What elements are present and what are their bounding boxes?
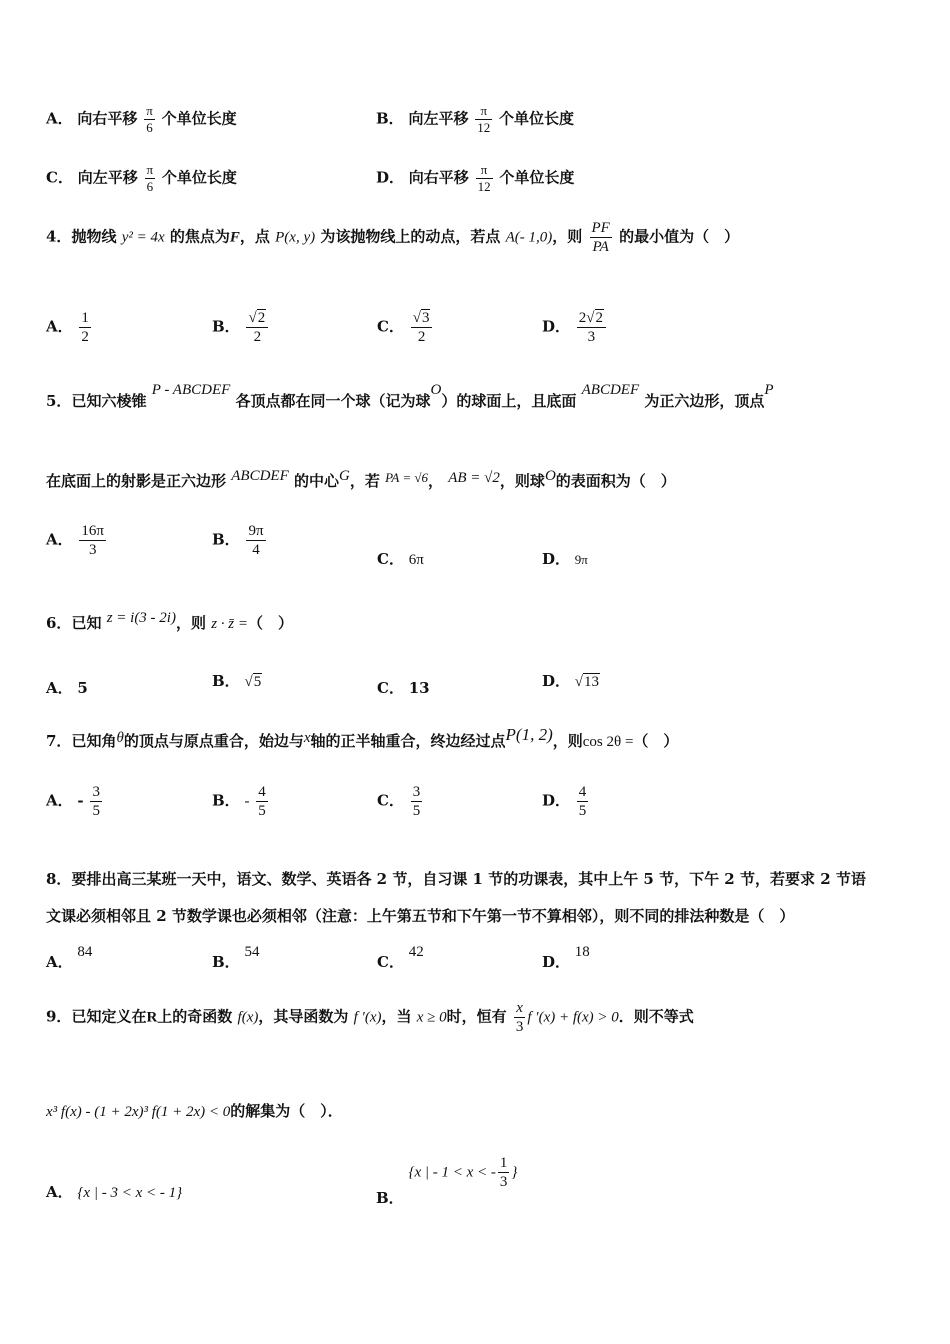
option-text: 个单位长度 [161,168,237,187]
question-text: 上的奇函数 [157,1007,233,1026]
question-text: ，若 [349,472,380,490]
option-label: A． [46,109,73,128]
option-value: 5 [77,679,88,697]
question-number: 4． [46,227,72,246]
option-value: 84 [77,944,93,960]
question-text: 时，恒有 [446,1007,507,1026]
math-point-p: P(x, y) [275,229,316,246]
math-fraction-x-3: $\frac{x}{3}$ [515,1000,524,1035]
math-sphere-o: O [430,382,442,398]
option-text: 个单位长度 [499,109,575,128]
option-value: 18 [574,944,590,960]
question-7 [46,725,679,751]
option-label: D． [542,550,571,568]
q5-option-c [377,548,424,569]
option-label: D． [542,953,571,971]
q3-option-b [376,104,574,135]
option-value: 42 [408,944,424,960]
q7-option-c [377,784,424,819]
math-z: z = i(3 - 2i) [106,610,176,626]
question-text: 抛物线 [71,227,117,246]
math-fpx: f ′(x) [353,1009,382,1026]
q4-option-b [212,310,270,345]
option-label: B． [212,672,240,690]
question-number: 5． [46,392,72,410]
option-fraction: $\frac{16\pi}{3}$ [81,523,104,558]
math-z-conj: z · z̄ = [211,616,249,632]
q9-option-a [46,1181,182,1202]
math-cos: cos 2θ = [582,734,634,750]
math-x: x [303,730,311,746]
option-fraction: $\frac{9\pi}{4}$ [248,523,264,558]
option-value: 54 [244,944,260,960]
question-4 [46,220,739,255]
option-label: A． [46,953,73,971]
question-text: 的表面积为（ ） [555,472,676,490]
option-label: D． [376,168,405,187]
option-label: D． [542,317,571,336]
math-base: ABCDEF [581,382,640,398]
option-text: 向左平移 [77,168,138,187]
question-text: 的焦点为 [169,227,230,246]
math-condition: x ≥ 0 [416,1009,447,1026]
question-text: ，则 [552,227,583,246]
math-vertex-p: P [764,382,774,398]
question-text: 各顶点都在同一个球（记为球 [235,392,431,410]
question-text: 为该抛物线上的动点，若点 [320,227,501,246]
question-text: 已知角 [71,732,117,750]
option-label: B． [376,109,404,128]
q6-option-b [212,670,262,691]
option-text: 个单位长度 [499,168,575,187]
option-label: C． [377,550,404,568]
question-text: 已知定义在 [71,1007,147,1026]
question-text: 轴的正半轴重合，终边经过点 [310,732,506,750]
option-label: C． [377,953,404,971]
q4-option-a [46,310,93,345]
question-5-line-2 [46,470,676,491]
option-label: A． [46,791,73,810]
math-theta: θ [116,730,124,746]
q4-option-d [542,310,608,345]
question-8-line-1 [46,868,866,889]
option-value: √13 [574,674,600,690]
question-text: 已知六棱锥 [71,392,147,410]
math-parabola: y² = 4x [121,229,165,246]
question-text: 已知 [71,614,102,632]
option-fraction: $\frac{3}{5}$ [92,784,100,819]
q6-option-c [377,677,430,698]
question-text: ．则不等式 [618,1007,694,1026]
math-center-g: G [339,468,350,484]
math-sphere-o: O [544,468,556,484]
option-fraction: $\frac{1}{3}$ [499,1155,508,1190]
option-fraction: $\frac{\pi}{12}$ [477,162,491,194]
q5-option-b [212,523,268,558]
q3-option-c [46,163,237,194]
math-r: R [146,1009,158,1026]
option-value: 9π [574,552,588,567]
q3-option-d [376,163,574,194]
question-number: 7． [46,732,72,750]
option-value: √5 [244,674,262,690]
option-label: C． [377,679,404,697]
option-label: A． [46,679,73,697]
q6-option-a [46,677,88,698]
q6-option-d [542,670,600,691]
question-text: 的解集为（ ）． [230,1102,343,1120]
option-label: B． [212,953,240,971]
option-label: D． [542,672,571,690]
option-value: 13 [408,679,430,697]
question-text: 文课必须相邻且 2 节数学课也必须相邻（注意：上午第五节和下午第一节不算相邻），则不同的排法种数是（ ） [46,907,795,925]
option-label: A． [46,1183,73,1201]
option-label: C． [377,791,404,810]
math-ab: AB = √2 [448,470,500,486]
question-text: （ ） [633,732,679,750]
option-text: 向左平移 [408,109,469,128]
option-fraction: $\frac{3}{5}$ [412,784,421,819]
q8-option-a [46,940,93,971]
q4-option-c [377,310,434,345]
option-label: D． [542,791,571,810]
option-value: {x | - 3 < x < - 1} [77,1185,183,1201]
math-point-a: A(- 1,0) [505,229,553,246]
option-label: C． [377,317,404,336]
math-fraction-pf-pa: $\frac{PF}{PA}$ [591,220,610,255]
question-number: 6． [46,614,72,632]
question-text: ，则球 [499,472,545,490]
math-base: ABCDEF [231,468,289,484]
q3-option-a [46,104,237,135]
question-text: ，则 [175,614,206,632]
math-fx: f(x) [237,1009,259,1026]
question-text: 的最小值为（ ） [619,227,740,246]
q5-option-a [46,523,108,558]
question-text: 在底面上的射影是正六边形 [46,472,227,490]
question-text: ）的球面上，且底面 [441,392,577,410]
question-text: 要排出高三某班一天中，语文、数学、英语各 2 节，自习课 1 节的功课表，其中上午 5 节，下午 2 节，若要求 2 节语 [71,870,866,888]
option-fraction: $\frac{\pi}{12}$ [477,103,491,135]
q7-option-b [212,784,270,819]
option-label: B． [376,1188,404,1207]
question-text: ，点 [239,227,270,246]
q8-option-d [542,940,590,971]
question-9-line-1 [46,1000,694,1035]
math-focus: F [229,229,240,246]
question-number: 8． [46,870,72,888]
math-inequality: f ′(x) + f(x) > 0 [527,1009,619,1026]
option-fraction: $\frac{√3}{2}$ [411,310,433,345]
question-5-line-1 [46,382,774,411]
math-pa: PA = √6 [385,470,428,485]
option-text: 向右平移 [408,168,469,187]
question-text: ，则 [552,732,583,750]
q9-option-b [376,1155,518,1207]
question-text: ，当 [381,1007,412,1026]
question-text: 的中心 [293,472,339,490]
option-fraction: $\frac{1}{2}$ [81,310,89,345]
question-text: 为正六边形，顶点 [644,392,765,410]
question-8-line-2 [46,905,794,926]
math-inequality: x³ f(x) - (1 + 2x)³ f(1 + 2x) < 0 [46,1104,231,1120]
option-value: 6π [408,552,424,568]
option-fraction: $\frac{4}{5}$ [578,784,587,819]
question-text: 的顶点与原点重合，始边与 [123,732,304,750]
option-label: A． [46,317,73,336]
option-fraction: $\frac{4}{5}$ [258,784,266,819]
math-point-p: P(1, 2) [505,725,553,744]
question-9-line-2 [46,1100,343,1121]
question-number: 9． [46,1007,72,1026]
option-fraction: $\frac{\pi}{6}$ [146,162,154,194]
q8-option-b [212,940,260,971]
option-label: B． [212,317,240,336]
q5-option-d [542,548,588,569]
option-value: {x | - 1 < x < - [408,1164,496,1181]
option-label: C． [46,168,73,187]
option-fraction: $\frac{√2}{2}$ [246,310,268,345]
option-fraction: $\frac{2√2}{3}$ [577,310,606,345]
option-fraction: $\frac{\pi}{6}$ [146,103,153,135]
option-label: B． [212,791,240,810]
math-pyramid: P - ABCDEF [151,382,231,398]
q7-option-d [542,784,590,819]
option-sign: - [244,793,250,810]
option-sign: - [77,791,84,810]
q8-option-c [377,940,424,971]
option-label: B． [212,530,240,549]
question-text: （ ） [248,614,294,632]
question-text: ， [427,472,443,490]
option-text: 个单位长度 [161,109,237,128]
question-text: ，其导函数为 [258,1007,349,1026]
option-label: A． [46,530,73,549]
q7-option-a [46,784,104,819]
option-value: } [511,1164,518,1181]
option-text: 向右平移 [77,109,138,128]
question-6 [46,612,293,633]
